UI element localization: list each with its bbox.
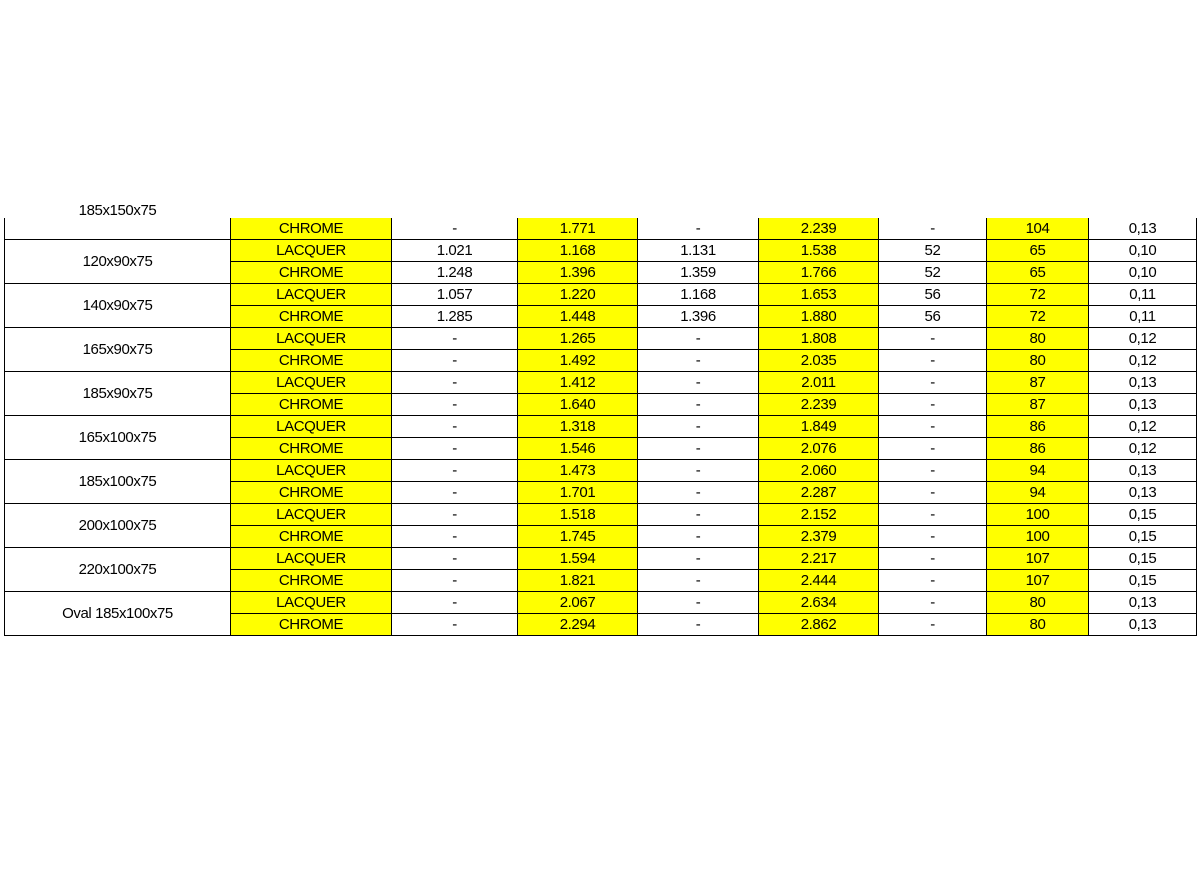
- price-col1-cell: -: [392, 526, 518, 548]
- qty-col6-cell: 94: [987, 482, 1089, 504]
- qty-col5-cell: -: [879, 218, 987, 240]
- qty-col5-cell: 56: [879, 284, 987, 306]
- volume-cell: 0,15: [1089, 526, 1197, 548]
- table-row: [5, 372, 1197, 394]
- finish-cell: CHROME: [231, 438, 392, 460]
- volume-cell: 0,11: [1089, 284, 1197, 306]
- price-table-container: [4, 202, 1196, 657]
- size-cell: 185x90x75: [5, 372, 231, 416]
- price-col1-cell: -: [392, 460, 518, 482]
- price-col2-cell: 1.546: [518, 438, 638, 460]
- price-col4-cell: 2.035: [759, 350, 879, 372]
- qty-col6-cell: 80: [987, 592, 1089, 614]
- qty-col5-cell: -: [879, 372, 987, 394]
- size-cell: 140x90x75: [5, 284, 231, 328]
- table-row: [5, 218, 1197, 240]
- volume-cell: 0,13: [1089, 372, 1197, 394]
- price-col4-cell: 2.239: [759, 394, 879, 416]
- table-row: [5, 416, 1197, 438]
- price-col4-cell: 1.849: [759, 416, 879, 438]
- price-col3-cell: 1.168: [638, 284, 759, 306]
- finish-cell: LACQUER: [231, 240, 392, 262]
- price-col2-cell: 2.067: [518, 592, 638, 614]
- qty-col6-cell: 65: [987, 262, 1089, 284]
- volume-cell: 0,15: [1089, 570, 1197, 592]
- size-cell: Oval 185x100x75: [5, 592, 231, 636]
- price-col4-cell: 2.379: [759, 526, 879, 548]
- price-col2-cell: 1.821: [518, 570, 638, 592]
- qty-col6-cell: 72: [987, 306, 1089, 328]
- volume-cell: 0,11: [1089, 306, 1197, 328]
- volume-cell: 0,15: [1089, 548, 1197, 570]
- price-col1-cell: -: [392, 504, 518, 526]
- qty-col5-cell: -: [879, 504, 987, 526]
- price-col4-cell: 1.538: [759, 240, 879, 262]
- price-col2-cell: 1.771: [518, 218, 638, 240]
- volume-cell: 0,12: [1089, 328, 1197, 350]
- price-col2-cell: 1.412: [518, 372, 638, 394]
- qty-col6-cell: 80: [987, 328, 1089, 350]
- price-col4-cell: 2.060: [759, 460, 879, 482]
- price-col1-cell: -: [392, 416, 518, 438]
- price-col2-cell: 1.396: [518, 262, 638, 284]
- price-col2-cell: 1.220: [518, 284, 638, 306]
- finish-cell: CHROME: [231, 482, 392, 504]
- qty-col6-cell: 86: [987, 416, 1089, 438]
- size-cell: 200x100x75: [5, 504, 231, 548]
- qty-col6-cell: 100: [987, 504, 1089, 526]
- finish-cell: LACQUER: [231, 372, 392, 394]
- price-col2-cell: 1.640: [518, 394, 638, 416]
- price-col3-cell: -: [638, 592, 759, 614]
- qty-col5-cell: 56: [879, 306, 987, 328]
- price-col3-cell: -: [638, 350, 759, 372]
- qty-col5-cell: -: [879, 570, 987, 592]
- finish-cell: CHROME: [231, 614, 392, 636]
- price-col3-cell: -: [638, 218, 759, 240]
- table-row: [5, 284, 1197, 306]
- qty-col6-cell: 80: [987, 350, 1089, 372]
- qty-col6-cell: 104: [987, 218, 1089, 240]
- price-col3-cell: -: [638, 394, 759, 416]
- volume-cell: 0,12: [1089, 438, 1197, 460]
- finish-cell: CHROME: [231, 306, 392, 328]
- table-row: [5, 592, 1197, 614]
- price-col3-cell: -: [638, 526, 759, 548]
- volume-cell: 0,13: [1089, 460, 1197, 482]
- price-col2-cell: 1.594: [518, 548, 638, 570]
- qty-col5-cell: -: [879, 592, 987, 614]
- price-col2-cell: 1.745: [518, 526, 638, 548]
- price-col1-cell: -: [392, 614, 518, 636]
- volume-cell: 0,13: [1089, 482, 1197, 504]
- volume-cell: 0,15: [1089, 504, 1197, 526]
- price-col2-cell: 1.492: [518, 350, 638, 372]
- finish-cell: CHROME: [231, 262, 392, 284]
- price-col1-cell: -: [392, 570, 518, 592]
- table-row: [5, 504, 1197, 526]
- table-row: [5, 240, 1197, 262]
- price-col3-cell: -: [638, 328, 759, 350]
- volume-cell: 0,13: [1089, 394, 1197, 416]
- qty-col5-cell: 52: [879, 262, 987, 284]
- price-col3-cell: -: [638, 460, 759, 482]
- price-col2-cell: 1.168: [518, 240, 638, 262]
- qty-col5-cell: -: [879, 526, 987, 548]
- price-col4-cell: 1.808: [759, 328, 879, 350]
- price-col1-cell: -: [392, 350, 518, 372]
- price-col1-cell: 1.057: [392, 284, 518, 306]
- finish-cell: LACQUER: [231, 416, 392, 438]
- price-col1-cell: -: [392, 372, 518, 394]
- finish-cell: LACQUER: [231, 548, 392, 570]
- volume-cell: 0,13: [1089, 614, 1197, 636]
- price-col3-cell: -: [638, 438, 759, 460]
- size-label: 185x150x75: [78, 202, 157, 219]
- qty-col6-cell: 86: [987, 438, 1089, 460]
- volume-cell: 0,12: [1089, 350, 1197, 372]
- price-col2-cell: 1.448: [518, 306, 638, 328]
- table-row: [5, 460, 1197, 482]
- price-col4-cell: 2.239: [759, 218, 879, 240]
- price-col4-cell: 2.287: [759, 482, 879, 504]
- price-col4-cell: 2.634: [759, 592, 879, 614]
- qty-col5-cell: -: [879, 548, 987, 570]
- price-col1-cell: -: [392, 482, 518, 504]
- volume-cell: 0,10: [1089, 240, 1197, 262]
- size-cell: 120x90x75: [5, 240, 231, 284]
- price-col3-cell: 1.131: [638, 240, 759, 262]
- price-col3-cell: -: [638, 372, 759, 394]
- finish-cell: CHROME: [231, 350, 392, 372]
- finish-cell: CHROME: [231, 526, 392, 548]
- qty-col5-cell: -: [879, 460, 987, 482]
- qty-col5-cell: 52: [879, 240, 987, 262]
- price-col3-cell: 1.396: [638, 306, 759, 328]
- qty-col5-cell: -: [879, 350, 987, 372]
- finish-cell: LACQUER: [231, 460, 392, 482]
- qty-col6-cell: 107: [987, 548, 1089, 570]
- qty-col5-cell: -: [879, 482, 987, 504]
- price-col1-cell: -: [392, 592, 518, 614]
- price-col4-cell: 2.444: [759, 570, 879, 592]
- qty-col5-cell: -: [879, 394, 987, 416]
- price-col1-cell: 1.285: [392, 306, 518, 328]
- finish-cell: LACQUER: [231, 504, 392, 526]
- size-cell: 185x100x75: [5, 460, 231, 504]
- finish-cell: CHROME: [231, 394, 392, 416]
- qty-col6-cell: 94: [987, 460, 1089, 482]
- qty-col6-cell: 107: [987, 570, 1089, 592]
- qty-col6-cell: 72: [987, 284, 1089, 306]
- price-col3-cell: -: [638, 548, 759, 570]
- price-col2-cell: 1.318: [518, 416, 638, 438]
- price-col4-cell: 1.880: [759, 306, 879, 328]
- price-col3-cell: 1.359: [638, 262, 759, 284]
- price-col2-cell: 1.265: [518, 328, 638, 350]
- size-cell: 220x100x75: [5, 548, 231, 592]
- price-col1-cell: -: [392, 218, 518, 240]
- volume-cell: 0,10: [1089, 262, 1197, 284]
- qty-col6-cell: 87: [987, 372, 1089, 394]
- qty-col6-cell: 100: [987, 526, 1089, 548]
- price-col4-cell: 2.076: [759, 438, 879, 460]
- price-col3-cell: -: [638, 504, 759, 526]
- qty-col5-cell: -: [879, 328, 987, 350]
- price-col4-cell: 2.152: [759, 504, 879, 526]
- qty-col6-cell: 80: [987, 614, 1089, 636]
- price-col1-cell: -: [392, 438, 518, 460]
- price-col3-cell: -: [638, 570, 759, 592]
- price-col1-cell: -: [392, 394, 518, 416]
- price-col4-cell: 2.862: [759, 614, 879, 636]
- price-col4-cell: 2.011: [759, 372, 879, 394]
- price-col2-cell: 1.701: [518, 482, 638, 504]
- price-col1-cell: 1.248: [392, 262, 518, 284]
- table-row: [5, 328, 1197, 350]
- volume-cell: 0,13: [1089, 592, 1197, 614]
- price-col1-cell: 1.021: [392, 240, 518, 262]
- table-row: [5, 548, 1197, 570]
- price-col1-cell: -: [392, 548, 518, 570]
- price-col3-cell: -: [638, 416, 759, 438]
- finish-cell: CHROME: [231, 570, 392, 592]
- volume-cell: 0,12: [1089, 416, 1197, 438]
- price-col3-cell: -: [638, 482, 759, 504]
- qty-col6-cell: 65: [987, 240, 1089, 262]
- price-table-body: [5, 202, 1197, 636]
- qty-col6-cell: 87: [987, 394, 1089, 416]
- qty-col5-cell: -: [879, 438, 987, 460]
- price-col2-cell: 1.518: [518, 504, 638, 526]
- price-col4-cell: 1.653: [759, 284, 879, 306]
- qty-col5-cell: -: [879, 416, 987, 438]
- volume-cell: 0,13: [1089, 218, 1197, 240]
- price-table: [4, 202, 1197, 636]
- size-cell: 165x90x75: [5, 328, 231, 372]
- finish-cell: CHROME: [231, 218, 392, 240]
- price-col4-cell: 1.766: [759, 262, 879, 284]
- size-cell-partial: [5, 202, 231, 240]
- price-col2-cell: 1.473: [518, 460, 638, 482]
- qty-col5-cell: -: [879, 614, 987, 636]
- price-col4-cell: 2.217: [759, 548, 879, 570]
- price-col2-cell: 2.294: [518, 614, 638, 636]
- finish-cell: LACQUER: [231, 328, 392, 350]
- price-col1-cell: -: [392, 328, 518, 350]
- size-cell: 165x100x75: [5, 416, 231, 460]
- finish-cell: LACQUER: [231, 284, 392, 306]
- price-col3-cell: -: [638, 614, 759, 636]
- finish-cell: LACQUER: [231, 592, 392, 614]
